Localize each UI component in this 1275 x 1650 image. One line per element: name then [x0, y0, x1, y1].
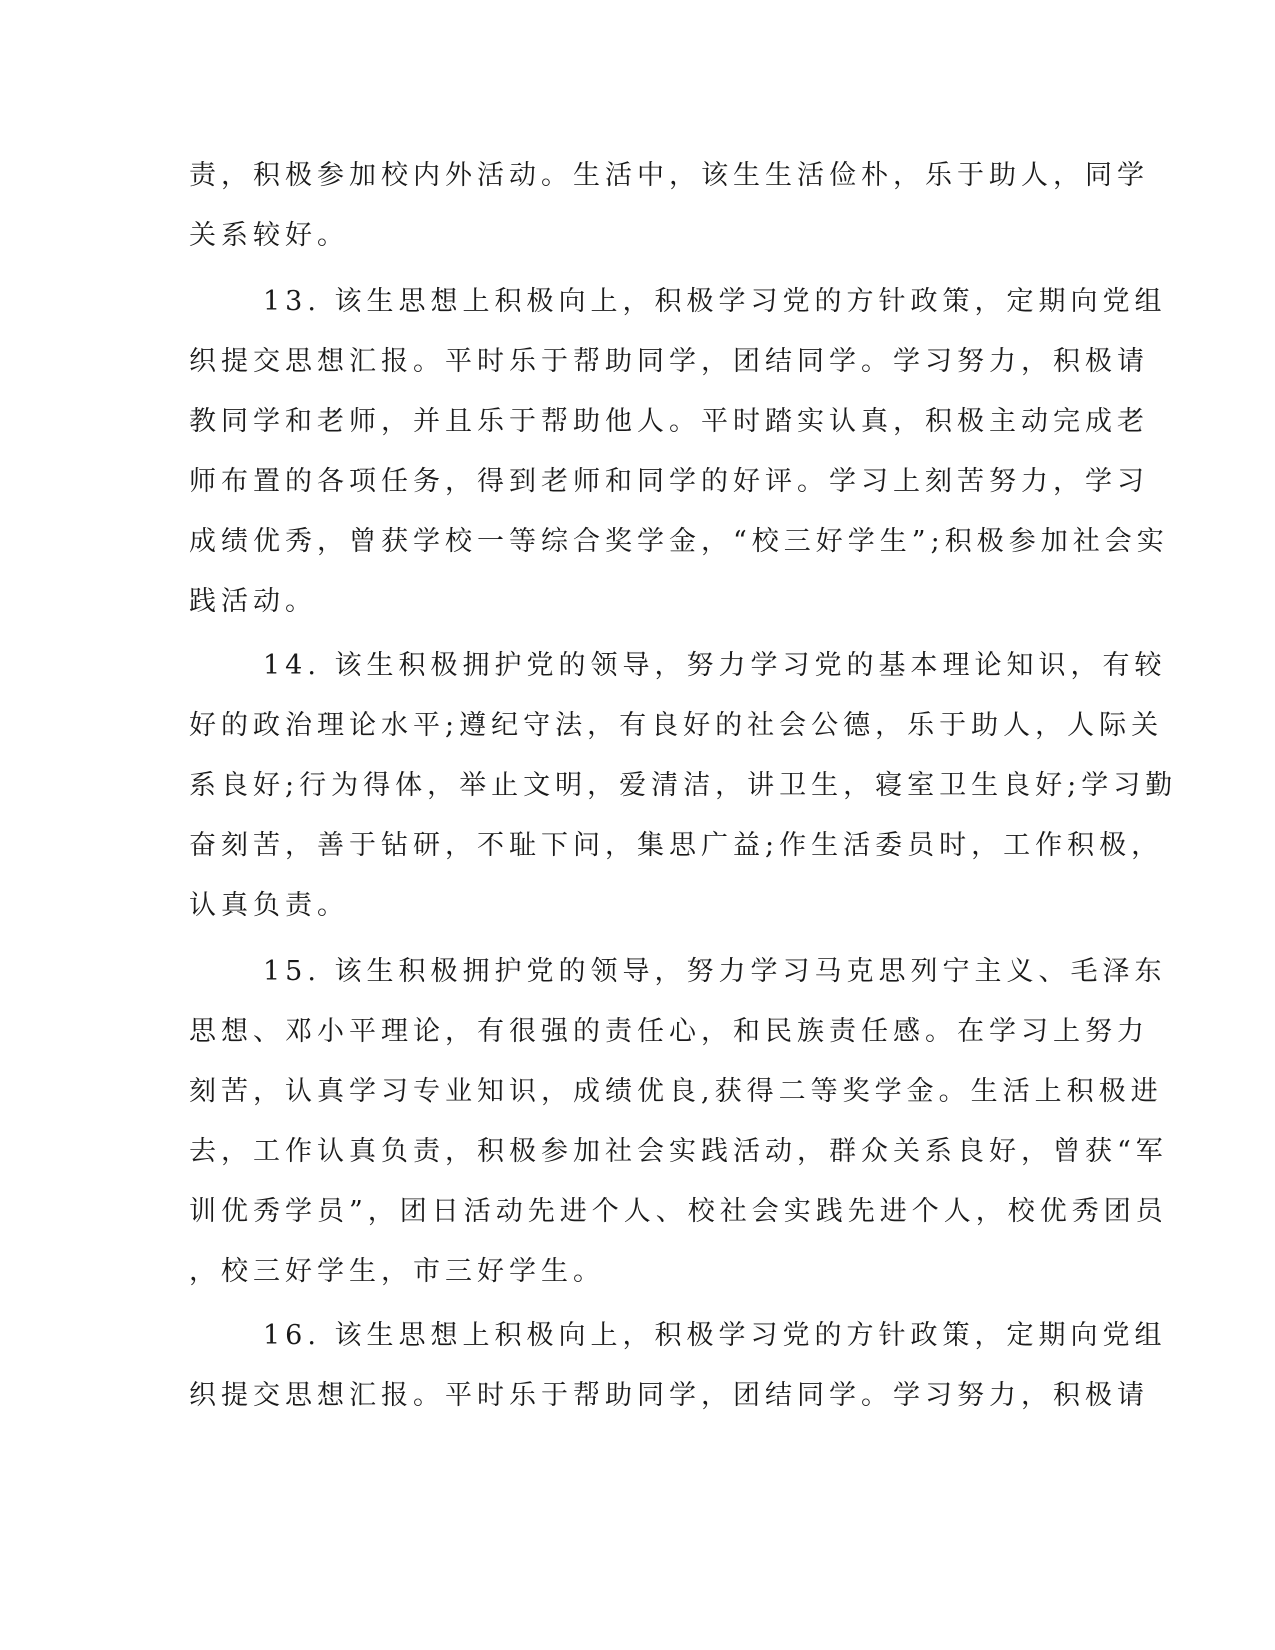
text-line: 教同学和老师，并且乐于帮助他人。平时踏实认真，积极主动完成老: [189, 406, 1149, 437]
text-line: 刻苦，认真学习专业知识，成绩优良,获得二等奖学金。生活上积极进: [189, 1076, 1163, 1107]
paragraph-13-start: 13. 该生思想上积极向上，积极学习党的方针政策，定期向党组: [263, 286, 1167, 317]
text-line: 去，工作认真负责，积极参加社会实践活动，群众关系良好，曾获“军: [189, 1136, 1168, 1167]
text-line: 成绩优秀，曾获学校一等综合奖学金，“校三好学生”;积极参加社会实: [189, 526, 1169, 557]
paragraph-16-start: 16. 该生思想上积极向上，积极学习党的方针政策，定期向党组: [263, 1320, 1167, 1351]
text-line: 训优秀学员”，团日活动先进个人、校社会实践先进个人，校优秀团员: [189, 1196, 1168, 1227]
text-line: 关系较好。: [189, 220, 349, 251]
text-line: 奋刻苦，善于钻研，不耻下问，集思广益;作生活委员时，工作积极，: [189, 830, 1164, 861]
text-line: 织提交思想汇报。平时乐于帮助同学，团结同学。学习努力，积极请: [189, 346, 1149, 377]
text-line: 践活动。: [189, 586, 317, 617]
text-line: ，校三好学生，市三好学生。: [189, 1256, 605, 1287]
paragraph-14-start: 14. 该生积极拥护党的领导，努力学习党的基本理论知识，有较: [263, 650, 1167, 681]
text-line: 师布置的各项任务，得到老师和同学的好评。学习上刻苦努力，学习: [189, 466, 1149, 497]
text-line: 好的政治理论水平;遵纪守法，有良好的社会公德，乐于助人，人际关: [189, 710, 1164, 741]
text-line: 思想、邓小平理论，有很强的责任心，和民族责任感。在学习上努力: [189, 1016, 1149, 1047]
text-line: 认真负责。: [189, 890, 349, 921]
text-line: 织提交思想汇报。平时乐于帮助同学，团结同学。学习努力，积极请: [189, 1380, 1149, 1411]
text-line: 系良好;行为得体，举止文明，爱清洁，讲卫生，寝室卫生良好;学习勤: [189, 770, 1178, 801]
text-line: 责，积极参加校内外活动。生活中，该生生活俭朴，乐于助人，同学: [189, 160, 1149, 191]
paragraph-15-start: 15. 该生积极拥护党的领导，努力学习马克思列宁主义、毛泽东: [263, 956, 1167, 987]
